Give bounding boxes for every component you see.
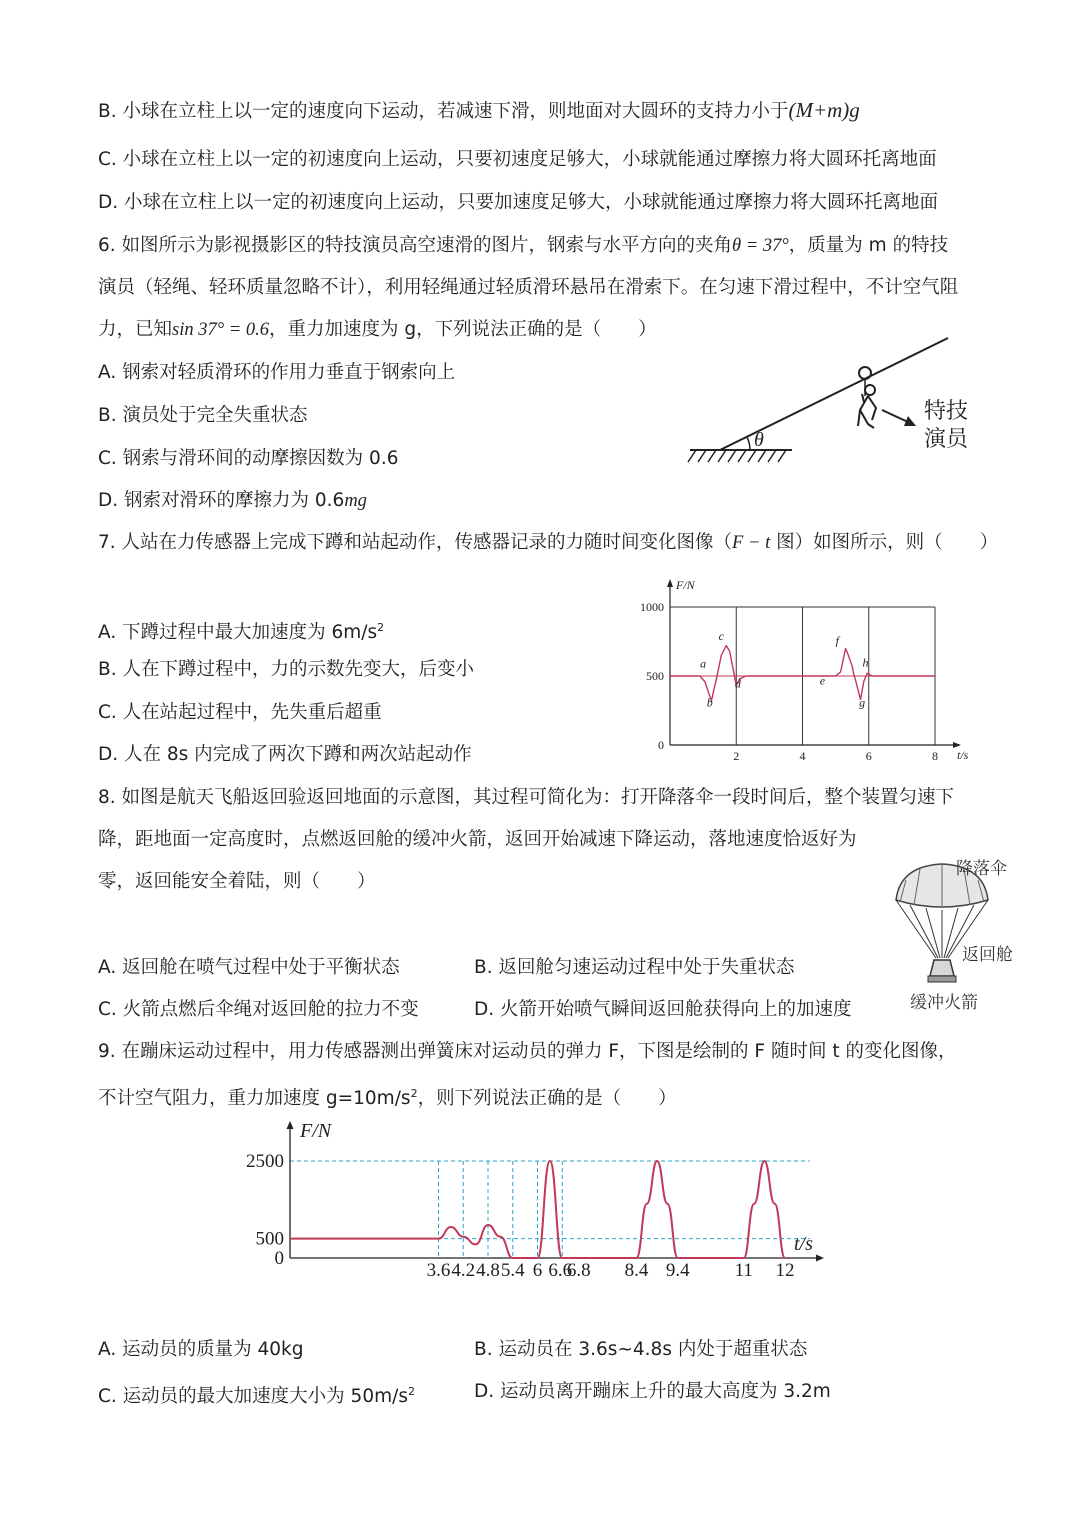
y-axis-label: F/N [676, 578, 695, 592]
x-tick-label: 9.4 [665, 1260, 690, 1281]
q6-option-b: B. 演员处于完全失重状态 [98, 405, 308, 426]
q8-stem-line-3: 零，返回能安全着陆，则（ ） [98, 871, 376, 892]
q6-option-d: D. 钢索对滑环的摩擦力为 0.6mg [98, 490, 367, 511]
y-axis-label: F/N [300, 1120, 332, 1142]
q7-stem: 7. 人站在力传感器上完成下蹲和站起动作，传感器记录的力随时间变化图像（F − t 图）如图所示，则（ ） [98, 532, 999, 553]
q6-stem-line-3: 力，已知sin 37° = 0.6，重力加速度为 g，下列说法正确的是（ ） [98, 319, 657, 340]
q5-option-d: D. 小球在立柱上以一定的初速度向上运动，只要加速度足够大，小球就能通过摩擦力将大圆环托离地面 [98, 192, 939, 213]
q6-angle-formula: θ = 37° [732, 236, 789, 256]
x-tick-label: 4 [799, 749, 806, 763]
q6-sin-formula: sin 37° = 0.6 [172, 320, 269, 340]
q9-option-a: A. 运动员的质量为 40kg [98, 1339, 304, 1360]
x-tick-label: 5.4 [500, 1260, 525, 1281]
q8-stem-line-1: 8. 如图是航天飞船返回验返回地面的示意图，其过程可简化为：打开降落伞一段时间后，整个装置匀速下 [98, 787, 955, 808]
angle-label: θ [754, 429, 764, 451]
label-capsule: 返回舱 [962, 945, 1013, 965]
pointer-arrow [882, 410, 908, 422]
q6-cable-figure [680, 330, 1000, 470]
x-tick-label: 3.6 [426, 1260, 451, 1281]
y-tick-label: 0 [274, 1248, 284, 1269]
x-tick-label: 2 [733, 749, 740, 763]
point-label-b: b [706, 695, 713, 710]
x-axis-label: t/s [957, 748, 969, 762]
return-capsule [930, 960, 954, 976]
q7-option-c: C. 人在站起过程中，先失重后超重 [98, 702, 382, 723]
q8-option-c: C. 火箭点燃后伞绳对返回舱的拉力不变 [98, 999, 419, 1020]
x-tick-label: 12 [775, 1260, 795, 1281]
q8-option-b: B. 返回舱匀速运动过程中处于失重状态 [474, 957, 795, 978]
q6-option-c: C. 钢索与滑环间的动摩擦因数为 0.6 [98, 448, 399, 469]
point-label-c: c [718, 629, 725, 644]
x-axis-arrow [816, 1255, 824, 1262]
point-label-g: g [859, 695, 866, 710]
q7-option-a: A. 下蹲过程中最大加速度为 $6m/s^2$ [98, 621, 385, 644]
label-stunt: 特技 [924, 399, 969, 424]
q8-option-d: D. 火箭开始喷气瞬间返回舱获得向上的加速度 [474, 999, 852, 1020]
q8-parachute-figure [880, 852, 1020, 1022]
x-tick-label: 6 [532, 1260, 543, 1281]
y-axis-arrow [667, 579, 673, 587]
q6-stem-line-1: 6. 如图所示为影视摄影区的特技演员高空速滑的图片，钢索与水平方向的夹角θ = 37°，质量为 m 的特技 [98, 235, 949, 256]
q8-option-a: A. 返回舱在喷气过程中处于平衡状态 [98, 957, 400, 978]
point-label-d: d [734, 676, 741, 691]
q7-option-d: D. 人在 8s 内完成了两次下蹲和两次站起动作 [98, 744, 472, 765]
ground-hatching [688, 450, 786, 462]
buffer-rockets [928, 976, 956, 982]
q7-force-time-chart [625, 570, 985, 765]
y-tick-label: 500 [646, 669, 664, 683]
q5-option-b: B. 小球在立柱上以一定的速度向下运动，若减速下滑，则地面对大圆环的支持力小于(M+m)g [98, 98, 860, 122]
point-label-a: a [700, 656, 707, 671]
point-label-e: e [819, 673, 826, 688]
q6-stem-line-2: 演员（轻绳、轻环质量忽略不计），利用轻绳通过轻质滑环悬吊在滑索下。在匀速下滑过程中，不计空气阻 [98, 277, 959, 298]
x-tick-label: 6.8 [566, 1260, 591, 1281]
y-axis-arrow [287, 1121, 294, 1129]
q5-option-b-formula: (M+m)g [788, 98, 860, 122]
x-tick-label: 4.8 [476, 1260, 500, 1281]
q9-option-c: C. 运动员的最大加速度大小为 $50m/s^2$ [98, 1385, 415, 1408]
q6-option-a: A. 钢索对轻质滑环的作用力垂直于钢索向上 [98, 362, 456, 383]
angle-arc [747, 437, 750, 450]
x-tick-label: 11 [734, 1260, 753, 1281]
x-tick-label: 4.2 [451, 1260, 476, 1281]
x-axis-label: t/s [794, 1233, 813, 1255]
q9-option-b: B. 运动员在 3.6s~4.8s 内处于超重状态 [474, 1339, 808, 1360]
x-tick-label: 8 [932, 749, 938, 763]
q9-stem-line-2: 不计空气阻力，重力加速度 $g=10m/s^2$，则下列说法正确的是（ ） [98, 1087, 677, 1110]
q8-stem-line-2: 降，距地面一定高度时，点燃返回舱的缓冲火箭，返回开始减速下降运动，落地速度恰返好为 [98, 829, 857, 850]
q7-option-b: B. 人在下蹲过程中，力的示数先变大，后变小 [98, 659, 474, 680]
y-tick-label: 1000 [640, 600, 664, 614]
label-parachute: 降落伞 [956, 859, 1007, 879]
point-label-f: f [835, 633, 839, 648]
q9-option-d: D. 运动员离开蹦床上升的最大高度为 3.2m [474, 1381, 831, 1402]
label-rocket: 缓冲火箭 [910, 993, 978, 1013]
performer-figure [858, 385, 876, 428]
q9-trampoline-force-chart [230, 1115, 850, 1290]
y-tick-label: 0 [658, 738, 664, 752]
q9-stem-line-1: 9. 在蹦床运动过程中，用力传感器测出弹簧床对运动员的弹力 F，下图是绘制的 F 随时间 t 的变化图像， [98, 1041, 957, 1062]
point-label-h: h [862, 655, 869, 670]
label-performer: 演员 [924, 427, 969, 452]
slide-ring [859, 367, 871, 379]
y-tick-label: 2500 [246, 1151, 284, 1172]
x-tick-label: 6.6 [548, 1260, 573, 1281]
y-tick-label: 500 [255, 1228, 284, 1250]
x-tick-label: 6 [865, 749, 872, 763]
x-tick-label: 8.4 [624, 1260, 649, 1281]
q5-option-c: C. 小球在立柱上以一定的初速度向上运动，只要初速度足够大，小球就能通过摩擦力将大圆环托离地面 [98, 149, 937, 170]
